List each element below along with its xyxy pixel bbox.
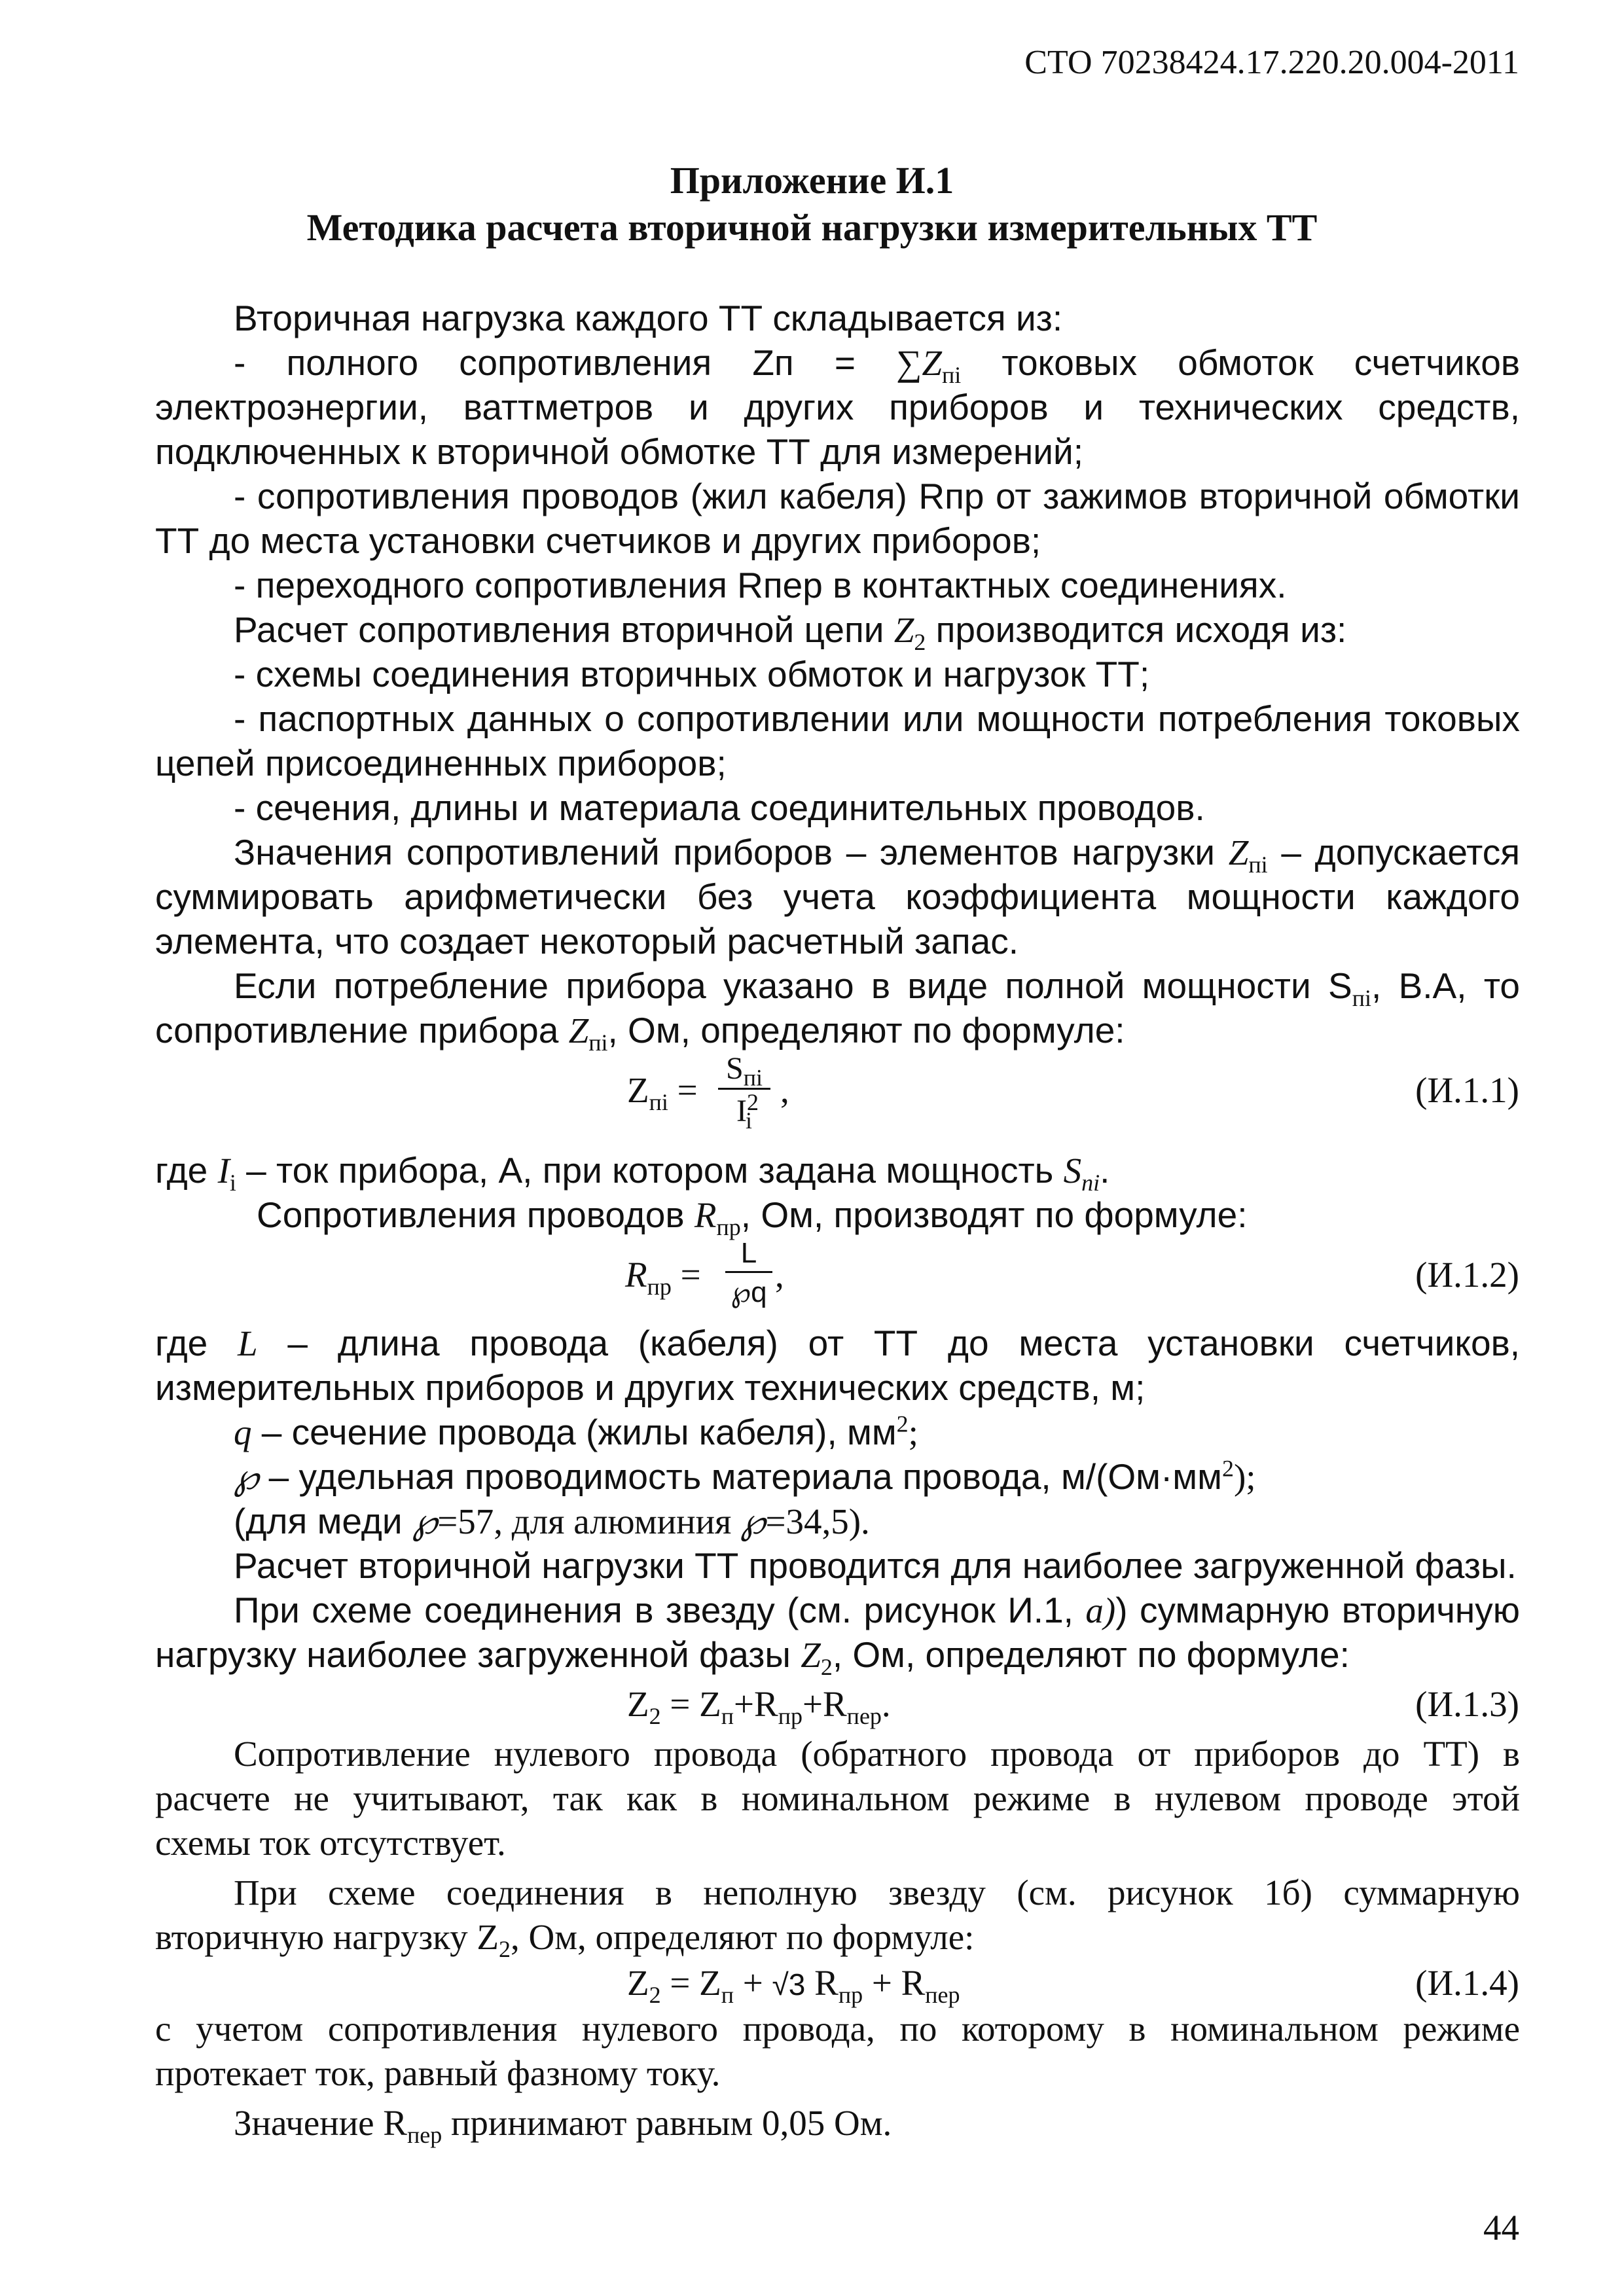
calc-item3: - сечения, длины и материала соединительных проводов. bbox=[234, 787, 1205, 828]
def-conductivity-values: (для меди ℘=57, для алюминия ℘=34,5). bbox=[234, 1501, 870, 1541]
where1-text: где $I_i$ – ток прибора, А, при котором задана мощность $S_{пi}$. bbox=[155, 1150, 1110, 1196]
eq1-numerator: $S_{пi}$ bbox=[726, 1051, 763, 1091]
eq3-formula: $Z_2 = Z_п+R_{пр}+R_{пер}$. bbox=[627, 1684, 891, 1729]
eq1-number: (И.1.1) bbox=[1415, 1070, 1519, 1110]
where2-line1: где L – длина провода (кабеля) от ТТ до места установки счетчиков, bbox=[155, 1323, 1521, 1363]
star-line1: При схеме соединения в звезду (см. рисунок И.1, а)) суммарную вторичную bbox=[234, 1590, 1520, 1630]
document-code: СТО 70238424.17.220.20.004-2011 bbox=[1024, 44, 1519, 81]
def-q: q – сечение провода (жилы кабеля), $мм^2$; bbox=[234, 1410, 918, 1452]
consumption-line1: Если потребление прибора указано в виде полной мощности $S_{пi}$, В.А, то bbox=[234, 965, 1520, 1011]
eq2-denominator: ℘q bbox=[731, 1276, 767, 1308]
sqrt-symbol: √3 bbox=[772, 1967, 806, 2001]
eq2-comma: , bbox=[775, 1255, 784, 1295]
calc-item2-line2: цепей присоединенных приборов; bbox=[155, 743, 727, 783]
item1-line3: подключенных к вторичной обмотке ТТ для измерений; bbox=[155, 431, 1083, 472]
eq4-number: (И.1.4) bbox=[1415, 1963, 1519, 2003]
eq2-numerator: L bbox=[740, 1237, 757, 1269]
item1-line1: - полного сопротивления Zп = $\sum Z_{пi}$ токовых обмоток счетчиков bbox=[234, 342, 1521, 388]
calc-item2-line1: - паспортных данных о сопротивлении или мощности потребления токовых bbox=[234, 698, 1520, 739]
eq1-denominator: $I^2_i$ bbox=[736, 1089, 759, 1134]
wires-text: Сопротивления проводов $R_{пр}$, Ом, производят по формуле: bbox=[257, 1194, 1248, 1240]
values-line3: элемента, что создает некоторый расчетный запас. bbox=[155, 921, 1019, 961]
eq1-lhs: $Z_{пi}$ = bbox=[627, 1070, 698, 1115]
intro-text: Вторичная нагрузка каждого ТТ складывается из: bbox=[234, 298, 1063, 338]
eq2-lhs: $R_{пр}$ = bbox=[625, 1255, 701, 1300]
partial-line1: При схеме соединения в неполную звезду (см. рисунок 1б) суммарную bbox=[234, 1873, 1520, 1912]
zero-line2: протекает ток, равный фазному току. bbox=[155, 2053, 721, 2093]
item2-line1: - сопротивления проводов (жил кабеля) Rпр от зажимов вторичной обмотки bbox=[234, 476, 1520, 516]
calc-item1: - схемы соединения вторичных обмоток и нагрузок ТТ; bbox=[234, 654, 1150, 694]
neutral-line2: расчете не учитывают, так как в номинальном режиме в нулевом проводе этой bbox=[155, 1778, 1520, 1818]
calc-intro: Расчет сопротивления вторичной цепи $Z_2$ производится исходя из: bbox=[234, 609, 1347, 655]
consumption-line2: сопротивление прибора $Z_{пi}$, Ом, определяют по формуле: bbox=[155, 1010, 1125, 1056]
appendix-title: Приложение И.1 bbox=[670, 159, 954, 202]
def-rho: ℘ – удельная проводимость материала провода, $м/(Ом\cdot мм^2)$; bbox=[234, 1455, 1256, 1497]
phase-text: Расчет вторичной нагрузки ТТ проводится для наиболее загруженной фазы. bbox=[234, 1545, 1517, 1586]
final-text: Значение $R_{пер}$ принимают равным 0,05 Ом. bbox=[234, 2103, 892, 2148]
eq3-number: (И.1.3) bbox=[1415, 1684, 1519, 1724]
item2-line2: ТТ до места установки счетчиков и других приборов; bbox=[155, 520, 1041, 561]
where2-line2: измерительных приборов и других технических средств, м; bbox=[155, 1367, 1146, 1408]
neutral-line1: Сопротивление нулевого провода (обратного провода от приборов до ТТ) в bbox=[234, 1734, 1520, 1774]
page-number: 44 bbox=[1483, 2208, 1519, 2248]
eq1-fraction bbox=[718, 1050, 770, 1133]
eq1-comma: , bbox=[780, 1070, 789, 1110]
zero-line1: с учетом сопротивления нулевого провода, по которому в номинальном режиме bbox=[155, 2009, 1520, 2049]
neutral-line3: схемы ток отсутствует. bbox=[155, 1823, 506, 1863]
eq2-fraction bbox=[725, 1236, 772, 1312]
partial-line2: вторичную нагрузку $Z_2$, Ом, определяют по формуле: bbox=[155, 1917, 975, 1962]
values-line1: Значения сопротивлений приборов – элементов нагрузки $Z_{пi}$ – допускается bbox=[234, 832, 1520, 878]
values-line2: суммировать арифметически без учета коэффициента мощности каждого bbox=[155, 876, 1520, 917]
eq4-formula: $Z_2 = Z_п + √3$ $R_{пр} + R_{пер}$ bbox=[627, 1963, 960, 2008]
eq2-number: (И.1.2) bbox=[1415, 1255, 1519, 1295]
star-line2: нагрузку наиболее загруженной фазы $Z_2$, Ом, определяют по формуле: bbox=[155, 1634, 1350, 1680]
appendix-subtitle: Методика расчета вторичной нагрузки измерительных ТТ bbox=[306, 206, 1318, 249]
item3-text: - переходного сопротивления Rпер в контактных соединениях. bbox=[234, 565, 1287, 605]
item1-line2: электроэнергии, ваттметров и других приборов и технических средств, bbox=[155, 387, 1520, 427]
